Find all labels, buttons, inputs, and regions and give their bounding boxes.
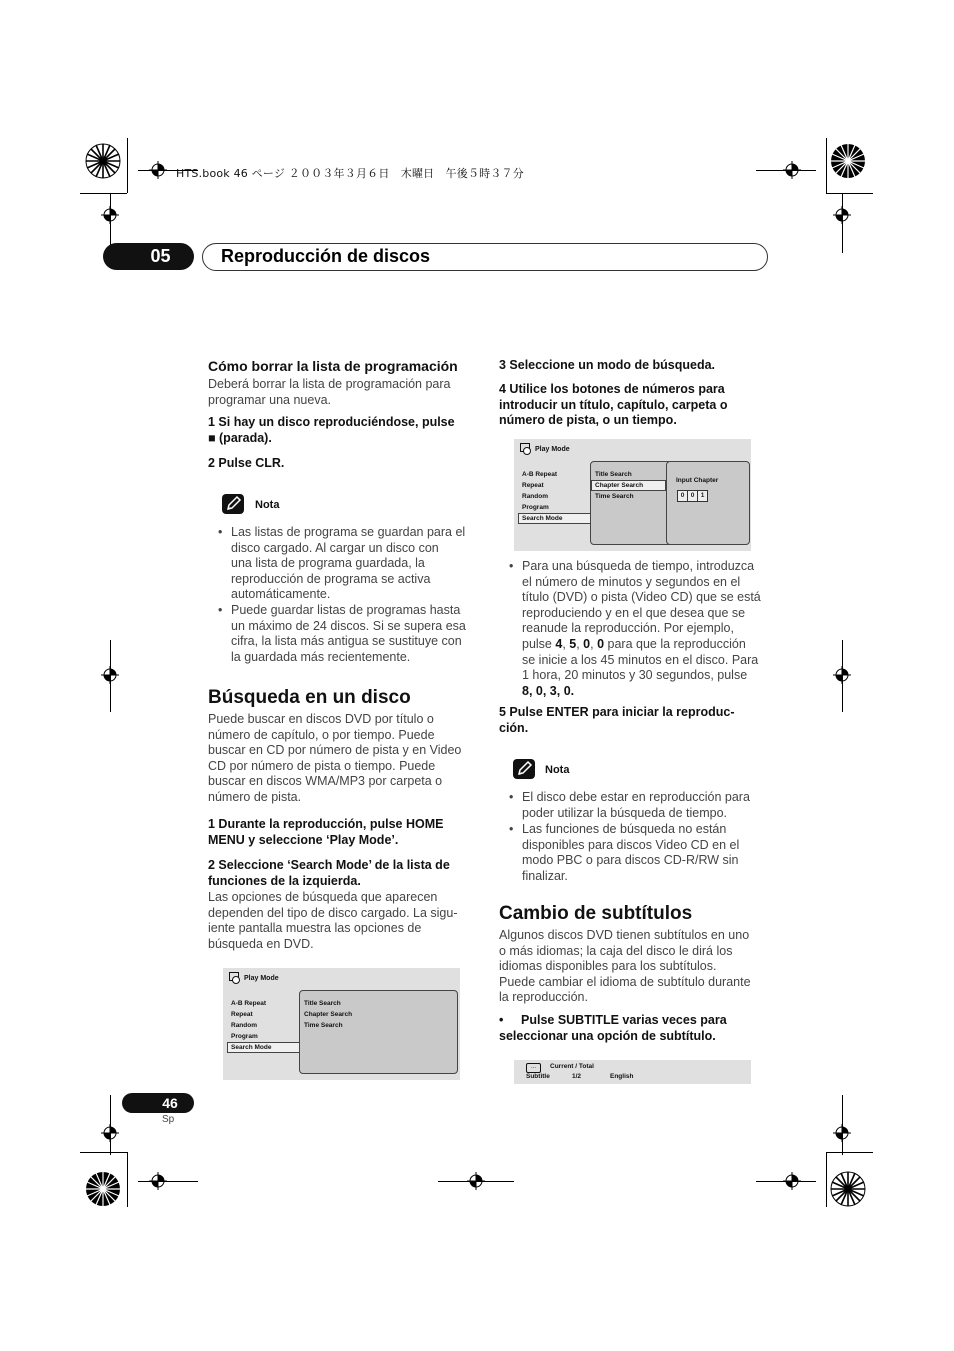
registration-crosshair-icon [101,666,119,684]
section-intro-clear-program: Deberá borrar la lista de programación para programar una nueva. [208,377,451,407]
option-chapter-search[interactable]: Chapter Search [595,482,644,489]
option-title-search[interactable]: Title Search [595,471,632,478]
registration-crosshair-icon [149,161,167,179]
subtitle-icon: ... [526,1063,541,1073]
print-header: HTS.book 46 ページ ２００３年３月６日 木曜日 午後５時３７分 [176,167,524,180]
section-intro-search: Puede buscar en discos DVD por título o número de capítulo, o por tiempo. Puede buscar en CD por número de pista y en Video CD por número de pista o tiempo. Puede buscar en discos WMA/MP3 por carpeta o número de pista. [208,712,462,804]
option-title-search[interactable]: Title Search [304,1000,341,1007]
play-mode-screen [223,968,460,1080]
screen-title: Play Mode [244,975,279,982]
registration-crosshair-icon [833,666,851,684]
chapter-title: Reproducción de discos [221,246,431,266]
menu-item-search-mode[interactable]: Search Mode [231,1044,272,1051]
registration-crosshair-icon [101,1124,119,1142]
registration-crosshair-icon [833,1124,851,1142]
subtitle-count: 1/2 [572,1073,582,1080]
note-icon [222,494,244,514]
menu-item-random[interactable]: Random [231,1022,257,1029]
menu-item-program[interactable]: Program [522,504,549,511]
registration-crosshair-icon [833,206,851,224]
option-chapter-search[interactable]: Chapter Search [304,1011,353,1018]
registration-crosshair-icon [101,206,119,224]
note-bullet-1: • Las listas de programa se guardan para el disco cargado. Al cargar un disco con una lista de programa guardada, la reproducción de programa se activa automáticamente. [218,525,466,602]
chapter-digit-2[interactable]: 0 [687,490,698,502]
subtitle-language: English [610,1073,634,1080]
menu-item-search-mode[interactable]: Search Mode [522,515,563,522]
option-time-search[interactable]: Time Search [595,493,634,500]
menu-item-ab-repeat[interactable]: A-B Repeat [522,471,558,478]
section-title-clear-program: Cómo borrar la lista de programación [208,358,458,374]
chapter-digit-3[interactable]: 1 [697,490,708,502]
registration-starburst-icon [85,1171,121,1207]
subtitle-instruction: • Pulse SUBTITLE varias veces para seleccionar una opción de subtítulo. [499,1013,727,1043]
chapter-number: 05 [150,246,171,266]
menu-item-ab-repeat[interactable]: A-B Repeat [231,1000,267,1007]
menu-item-program[interactable]: Program [231,1033,258,1040]
language-code: Sp [162,1114,175,1125]
input-panel [666,461,750,545]
section-title-subtitles: Cambio de subtítulos [499,903,693,924]
menu-item-repeat[interactable]: Repeat [522,482,544,489]
registration-crosshair-icon [783,161,801,179]
input-chapter-label: Input Chapter [676,477,719,484]
disc-icon [520,443,532,455]
note-icon [513,759,535,779]
note-label: Nota [545,764,570,776]
registration-crosshair-icon [149,1172,167,1190]
step-4-enter-numbers: 4 Utilice los botones de números para introducir un título, capítulo, carpeta o número de pista, o un tiempo. [499,382,728,428]
registration-crosshair-icon [467,1172,485,1190]
chapter-digit-1[interactable]: 0 [677,490,688,502]
disc-icon [229,972,241,984]
menu-item-random[interactable]: Random [522,493,548,500]
registration-starburst-icon [85,143,121,179]
step-1-stop: 1 Si hay un disco reproduciéndose, pulse ■ (parada). [208,415,455,445]
note-bullet-2: • Puede guardar listas de programas hasta un máximo de 24 discos. Si se supera esa cifra, la lista más antigua se sustituye con la guardada más recientemente. [218,603,466,664]
page-number: 46 [162,1095,178,1111]
step-2-clr: 2 Pulse CLR. [208,456,285,470]
step-3-select-mode: 3 Seleccione un modo de búsqueda. [499,358,716,372]
note-label: Nota [255,499,280,511]
step-5-enter: 5 Pulse ENTER para iniciar la reproduc- ción. [499,705,735,735]
subtitle-label: Subtitle [526,1073,550,1080]
play-mode-chapter-screen [514,439,751,551]
section-title-search: Búsqueda en un disco [208,687,411,708]
note-bullet-1: • El disco debe estar en reproducción para poder utilizar la búsqueda de tiempo. [509,790,750,820]
option-time-search[interactable]: Time Search [304,1022,343,1029]
note-bullet-2: • Las funciones de búsqueda no están disponibles para discos Video CD en el modo PBC o para discos CD-R/RW sin finalizar. [509,822,740,883]
step-1-home-menu: 1 Durante la reproducción, pulse HOME MENU y seleccione ‘Play Mode’. [208,817,444,847]
menu-item-repeat[interactable]: Repeat [231,1011,253,1018]
section-intro-subtitles: Algunos discos DVD tienen subtítulos en uno o más idiomas; la caja del disco le dirá los idiomas disponibles para los subtítulos. Puede cambiar el idioma de subtítulo durante la reproducción. [499,928,751,1005]
step-2-description: Las opciones de búsqueda que aparecen dependen del tipo de disco cargado. La sigu- iente pantalla muestra las opciones de búsqueda en DVD. [208,890,458,951]
registration-starburst-icon [830,1171,866,1207]
screen-title: Play Mode [535,446,570,453]
time-search-bullet: • Para una búsqueda de tiempo, introduzca el número de minutos y segundos en el título (DVD) o pista (Video CD) que se está reproduciendo y en el que desea que se reanude la reproducción. Por ejemplo, pulse 4, 5, 0, 0 para que la reproducción se inicie a los 45 minutos en el disco. Para 1 hora, 20 minutos y 30 segundos, pulse 8, 0, 3, 0. [509,559,761,698]
subtitle-osd [514,1060,751,1084]
registration-starburst-icon [830,143,866,179]
subtitle-header: Current / Total [550,1063,594,1070]
step-2-search-mode: 2 Seleccione ‘Search Mode’ de la lista de funciones de la izquierda. [208,858,450,888]
registration-crosshair-icon [783,1172,801,1190]
